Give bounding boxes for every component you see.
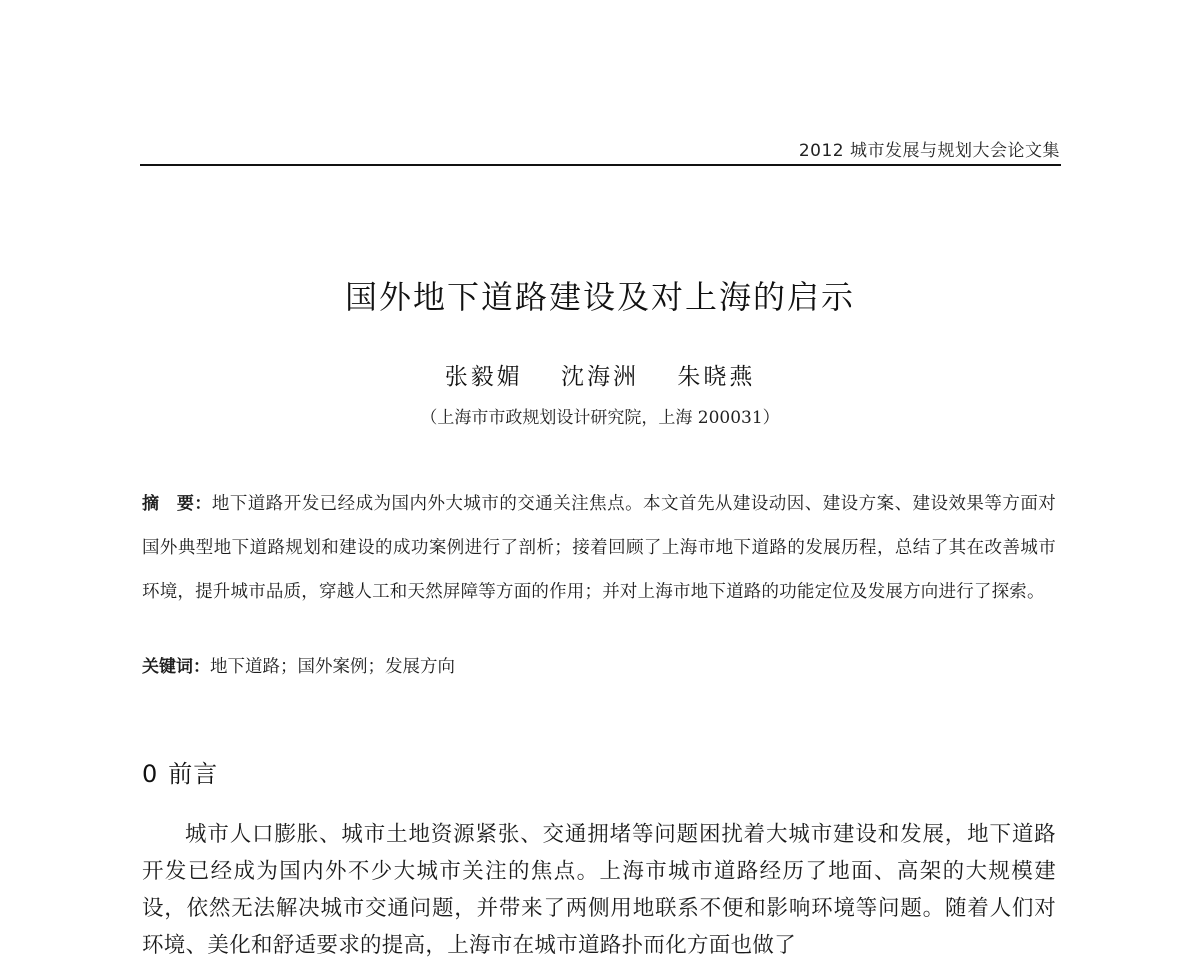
- author-name: 张毅媚: [444, 364, 523, 390]
- section-title: 前言: [168, 760, 219, 788]
- section-number: 0: [142, 760, 159, 788]
- section-heading: [142, 754, 218, 789]
- affiliation: （上海市市政规划设计研究院，上海 200031）: [420, 408, 780, 428]
- keywords-text: 地下道路；国外案例；发展方向: [210, 657, 455, 677]
- running-header: 2012 城市发展与规划大会论文集: [798, 141, 1060, 161]
- keywords: [142, 652, 1056, 682]
- author-list: [140, 358, 1060, 391]
- author-name: 朱晓燕: [677, 364, 756, 390]
- abstract-label: 摘 要：: [142, 494, 212, 514]
- paper-title: 国外地下道路建设及对上海的启示: [344, 278, 855, 316]
- keywords-label: 关键词：: [142, 657, 210, 677]
- body-paragraph: 城市人口膨胀、城市土地资源紧张、交通拥堵等问题困扰着大城市建设和发展，地下道路开发已经成为国内外不少大城市关注的焦点。上海市城市道路经历了地面、高架的大规模建设，依然无法解决城市交通问题，并带来了两侧用地联系不便和影响环境等问题。随着人们对环境、美化和舒适要求的提高，上海市在城市道路扑而化方面也做了: [142, 822, 1056, 958]
- abstract-text: 地下道路开发已经成为国内外大城市的交通关注焦点。本文首先从建设动因、建设方案、建设效果等方面对国外典型地下道路规划和建设的成功案例进行了剖析；接着回顾了上海市地下道路的发展历程，总结了其在改善城市环境，提升城市品质，穿越人工和天然屏障等方面的作用；并对上海市地下道路的功能定位及发展方向进行了探索。: [142, 494, 1056, 602]
- author-name: 沈海洲: [561, 364, 639, 390]
- header-rule: [140, 164, 1061, 166]
- abstract: [142, 482, 1056, 614]
